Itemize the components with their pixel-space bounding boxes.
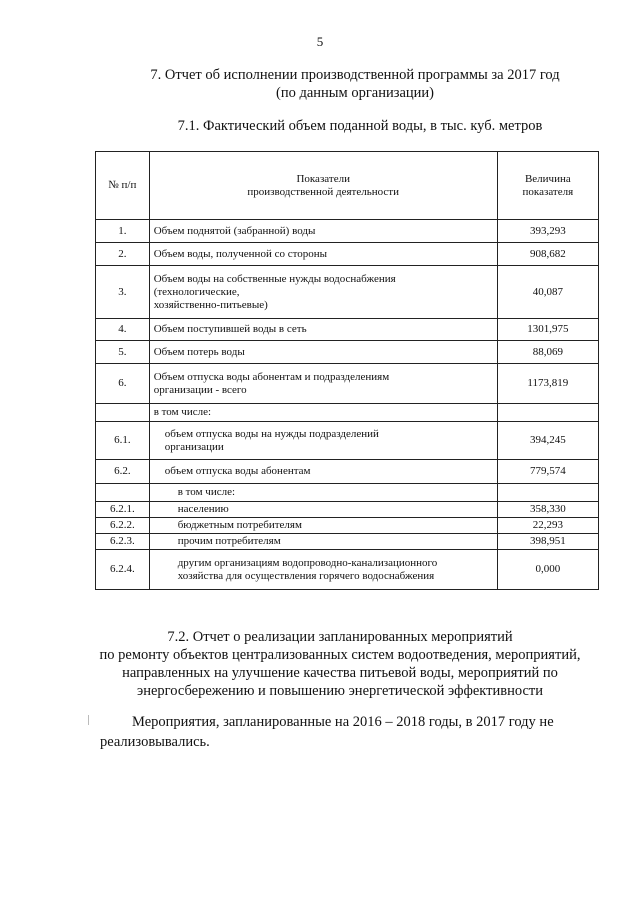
row-name-line2: организации bbox=[164, 440, 224, 453]
section-7-title-line2: (по данным организации) bbox=[275, 85, 434, 101]
row-name bbox=[149, 266, 497, 319]
row-value: 40,087 bbox=[497, 266, 598, 319]
table-row bbox=[96, 266, 599, 319]
row-name: в том числе: bbox=[149, 404, 497, 422]
row-name: в том числе: bbox=[149, 484, 497, 502]
header-name-line2: производственной деятельности bbox=[247, 185, 399, 198]
section-7-2-title bbox=[60, 628, 620, 700]
row-name: объем отпуска воды абонентам bbox=[149, 460, 497, 484]
row-name: Объем поднятой (забранной) воды bbox=[149, 220, 497, 243]
header-num: № п/п bbox=[96, 152, 150, 220]
section-7-title bbox=[120, 66, 590, 102]
scan-mark bbox=[88, 715, 89, 725]
row-num: 6. bbox=[96, 364, 150, 404]
row-value: 358,330 bbox=[497, 502, 598, 518]
row-name-line1: объем отпуска воды на нужды подразделений bbox=[164, 427, 379, 440]
row-num: 1. bbox=[96, 220, 150, 243]
row-value: 1301,975 bbox=[497, 319, 598, 341]
row-name bbox=[149, 422, 497, 460]
row-num bbox=[96, 404, 150, 422]
table-row bbox=[96, 484, 599, 502]
table-row bbox=[96, 243, 599, 266]
row-value: 0,000 bbox=[497, 550, 598, 590]
row-num: 6.1. bbox=[96, 422, 150, 460]
section-7-2-line3: направленных на улучшение качества питьевой воды, мероприятий по bbox=[122, 665, 558, 681]
table-row bbox=[96, 518, 599, 534]
header-value bbox=[497, 152, 598, 220]
row-value bbox=[497, 404, 598, 422]
row-num: 6.2.4. bbox=[96, 550, 150, 590]
table-row bbox=[96, 534, 599, 550]
row-name-line1: другим организациям водопроводно-канализационного bbox=[177, 556, 438, 569]
table-row bbox=[96, 341, 599, 364]
row-value: 779,574 bbox=[497, 460, 598, 484]
row-name-line2: организации - всего bbox=[153, 383, 247, 396]
page-number: 5 bbox=[316, 34, 324, 49]
section-7-2-line2: по ремонту объектов централизованных систем водоотведения, мероприятий, bbox=[99, 647, 581, 663]
table-row bbox=[96, 220, 599, 243]
row-name-line3: хозяйственно-питьевые) bbox=[153, 298, 268, 311]
header-name bbox=[149, 152, 497, 220]
row-name: населению bbox=[149, 502, 497, 518]
table-row bbox=[96, 364, 599, 404]
row-name: прочим потребителям bbox=[149, 534, 497, 550]
header-value-line1: Величина bbox=[524, 172, 571, 185]
row-name-line2: хозяйства для осуществления горячего водоснабжения bbox=[177, 569, 435, 582]
section-7-1-title: 7.1. Фактический объем поданной воды, в тыс. куб. метров bbox=[177, 118, 543, 134]
section-7-2-line4: энергосбережению и повышению энергетической эффективности bbox=[137, 683, 543, 699]
row-num: 6.2.2. bbox=[96, 518, 150, 534]
paragraph-line2: реализовывались. bbox=[100, 734, 210, 750]
row-value: 1173,819 bbox=[497, 364, 598, 404]
row-value: 398,951 bbox=[497, 534, 598, 550]
header-name-line1: Показатели bbox=[296, 172, 350, 185]
row-value: 908,682 bbox=[497, 243, 598, 266]
table-row bbox=[96, 460, 599, 484]
row-num: 5. bbox=[96, 341, 150, 364]
paragraph-line1: Мероприятия, запланированные на 2016 – 2018 годы, в 2017 году не bbox=[132, 714, 554, 730]
header-value-line2: показателя bbox=[522, 185, 574, 198]
table-row bbox=[96, 502, 599, 518]
row-name: бюджетным потребителям bbox=[149, 518, 497, 534]
section-7-2-line1: 7.2. Отчет о реализации запланированных мероприятий bbox=[167, 629, 513, 645]
table-header-row bbox=[96, 152, 599, 220]
row-value: 22,293 bbox=[497, 518, 598, 534]
table-row bbox=[96, 422, 599, 460]
row-name bbox=[149, 550, 497, 590]
section-7-title-line1: 7. Отчет об исполнении производственной программы за 2017 год bbox=[150, 67, 560, 83]
row-name-line2: (технологические, bbox=[153, 285, 240, 298]
row-value bbox=[497, 484, 598, 502]
row-value: 394,245 bbox=[497, 422, 598, 460]
row-name-line1: Объем отпуска воды абонентам и подразделениям bbox=[153, 370, 390, 383]
row-num bbox=[96, 484, 150, 502]
table-row bbox=[96, 319, 599, 341]
row-name bbox=[149, 364, 497, 404]
row-num: 6.2.1. bbox=[96, 502, 150, 518]
row-value: 393,293 bbox=[497, 220, 598, 243]
row-num: 6.2.3. bbox=[96, 534, 150, 550]
row-name: Объем потерь воды bbox=[149, 341, 497, 364]
row-name-line1: Объем воды на собственные нужды водоснабжения bbox=[153, 272, 396, 285]
row-name: Объем воды, полученной со стороны bbox=[149, 243, 497, 266]
row-num: 2. bbox=[96, 243, 150, 266]
table-row bbox=[96, 550, 599, 590]
row-num: 6.2. bbox=[96, 460, 150, 484]
table-row bbox=[96, 404, 599, 422]
row-num: 3. bbox=[96, 266, 150, 319]
row-name: Объем поступившей воды в сеть bbox=[149, 319, 497, 341]
row-value: 88,069 bbox=[497, 341, 598, 364]
events-paragraph bbox=[100, 712, 590, 752]
water-volume-table bbox=[95, 151, 599, 590]
row-num: 4. bbox=[96, 319, 150, 341]
